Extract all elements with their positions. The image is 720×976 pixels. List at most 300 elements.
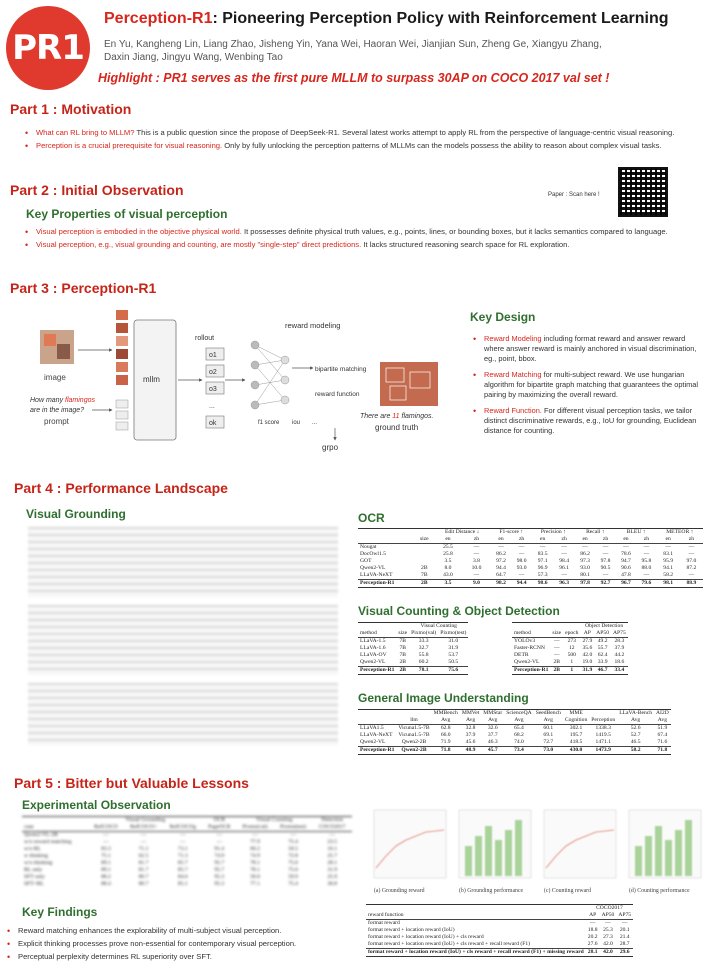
table-cell: 32.7: [418, 645, 429, 651]
rollout-output-label: o2: [209, 369, 217, 376]
authors-line2: Daxin Jiang, Jingyu Wang, Wenbing Tao: [104, 52, 283, 63]
table-cell: —: [621, 920, 628, 926]
table-cell: Qwen2-VL: [514, 659, 540, 665]
table-cell: —: [602, 572, 609, 578]
table-cell: [512, 623, 550, 631]
table-cell: w/o RL: [24, 846, 41, 852]
table-cell: —: [180, 839, 186, 845]
table-row: [512, 667, 628, 675]
table-cell: 45.7: [481, 747, 504, 755]
table-row: [358, 659, 468, 667]
table-cell: 50.5: [288, 846, 298, 852]
table-row: [366, 927, 633, 934]
table-cell: [550, 623, 563, 631]
table-cell: 12: [568, 645, 575, 651]
table-cell: LLaVA-NeXT: [360, 732, 393, 738]
table-cell: 7B: [399, 638, 406, 644]
table-cell: 8.0: [444, 565, 452, 571]
reward-modeling-label: reward modeling: [285, 321, 341, 330]
lesson-charts: [366, 806, 706, 898]
table-cell: 71.3: [177, 853, 188, 859]
table-cell: [415, 529, 434, 537]
table-cell: 10.0: [471, 565, 482, 571]
table-cell: 60.2: [418, 659, 429, 665]
table-cell: AP: [580, 630, 594, 638]
table-cell: 80.7: [138, 881, 149, 887]
table-cell: 33.4: [611, 667, 628, 675]
design-bullet-highlight: Reward Matching: [484, 370, 542, 379]
table-row: [358, 572, 703, 580]
table-cell: 95.3: [214, 881, 225, 887]
table-cell: 98.4: [559, 558, 570, 564]
table-cell: [358, 623, 396, 631]
table-cell: 18.6: [614, 659, 625, 665]
lesson-chart-2: [544, 810, 616, 878]
table-cell: 84.6: [177, 874, 188, 880]
table-cell: 28.1: [587, 949, 598, 955]
table-cell: 25.3: [603, 927, 613, 933]
table-row: [22, 867, 352, 874]
table-cell: F1-score ↑: [491, 529, 532, 537]
table-cell: 1473.9: [589, 747, 617, 755]
det-table: [512, 622, 628, 675]
table-cell: 79.6: [636, 580, 656, 588]
table-cell: 500: [567, 652, 576, 658]
table-cell: Qwen2-VL: [360, 659, 386, 665]
table-cell: 74.0: [514, 739, 524, 745]
table-cell: format reward + location reward (IoU): [368, 927, 455, 933]
table-cell: 95.8: [641, 558, 652, 564]
table-cell: 95.9: [663, 558, 674, 564]
table-cell: YOLOv3: [514, 638, 536, 644]
table-cell: 37.9: [465, 732, 476, 738]
table-cell: —: [518, 544, 525, 550]
table-cell: 69.1: [543, 732, 554, 738]
table-cell: GOT: [360, 558, 372, 564]
table-cell: 58.2: [617, 747, 654, 755]
table-cell: 45.6: [465, 739, 476, 745]
table-cell: —: [589, 920, 596, 926]
table-cell: Pixmo(test): [274, 824, 313, 832]
table-cell: 95.7: [214, 860, 225, 866]
ocr-table: [358, 528, 703, 588]
table-cell: 71.9: [440, 739, 451, 745]
ground-truth-text: There are 11 flamingos.: [360, 413, 434, 420]
table-cell: 96.7: [616, 580, 636, 588]
table-cell: [22, 817, 88, 825]
table-cell: Perception-R1: [514, 667, 549, 673]
finding-1: • Explicit thinking processes prove non-essential for contemporary visual perception.: [4, 939, 364, 949]
table-cell: 3.5: [434, 580, 463, 588]
table-cell: 94.4: [511, 580, 532, 588]
table-cell: 72.7: [543, 739, 554, 745]
table-row: [358, 536, 703, 544]
table-cell: Avg: [534, 717, 563, 725]
table-cell: —: [518, 551, 525, 557]
table-cell: LLaVA-Bench: [619, 710, 653, 716]
rollout-label: rollout: [195, 335, 215, 342]
table-cell: 88.4: [101, 881, 111, 887]
table-cell: 90.6: [621, 565, 631, 571]
table-row: [358, 544, 703, 552]
table-cell: AP: [586, 912, 600, 920]
table-cell: Avg: [617, 717, 654, 725]
table-cell: 97.8: [575, 580, 595, 588]
lesson-chart-3: [629, 810, 701, 878]
table-cell: 94.7: [621, 558, 631, 564]
table-cell: 62.5: [138, 853, 149, 859]
table-cell: —: [602, 551, 609, 557]
table-cell: reward function: [366, 912, 586, 920]
table-cell: —: [518, 572, 525, 578]
table-cell: Precision ↑: [532, 529, 575, 537]
part2-bullets: [22, 227, 682, 253]
ground-truth-label: ground truth: [375, 423, 419, 432]
table-cell: 273: [567, 638, 576, 644]
table-cell: [563, 623, 580, 631]
table-cell: 72.8: [288, 853, 298, 859]
table-row: [358, 638, 468, 646]
table-cell: Edit Distance ↓: [434, 529, 491, 537]
table-cell: LLaVA-1.6: [360, 645, 386, 651]
table-cell: format reward: [368, 920, 400, 926]
table-cell: 33.3: [418, 638, 429, 644]
table-cell: 31.9: [448, 645, 459, 651]
table-cell: 67.4: [657, 732, 668, 738]
table-cell: 302.1: [569, 725, 583, 731]
table-row: [512, 638, 628, 646]
table-cell: —: [252, 832, 258, 838]
table-cell: 60.2: [250, 846, 260, 852]
table-cell: [415, 551, 434, 558]
table-row: [358, 565, 703, 572]
part4-heading: Part 4 : Performance Landscape: [14, 480, 228, 496]
table-cell: en: [491, 536, 512, 544]
lesson-chart-caption: (c) Counting reward: [544, 888, 592, 894]
table-cell: —: [180, 832, 186, 838]
count-table: [358, 622, 468, 675]
text-tokens: [116, 400, 128, 430]
table-cell: Avg: [432, 717, 460, 725]
table-row: [358, 645, 468, 652]
table-cell: 71.8: [432, 747, 460, 755]
table-cell: 90.5: [600, 565, 611, 571]
table-cell: 85.1: [177, 881, 188, 887]
table-row: [366, 920, 633, 928]
table-cell: 16.1: [327, 846, 338, 852]
key-design-bullets: [470, 334, 700, 436]
table-cell: size: [415, 536, 434, 544]
table-cell: Qwen2-2B: [401, 739, 427, 745]
table-cell: 2B: [415, 580, 434, 588]
table-cell: 31.9: [582, 667, 593, 673]
table-cell: —: [688, 551, 695, 557]
rollout-output-label: o1: [209, 352, 217, 359]
table-cell: [358, 717, 396, 725]
table-cell: 28.3: [614, 638, 625, 644]
exp-table: [22, 816, 352, 888]
table-cell: 2B: [396, 667, 409, 675]
table-cell: —: [216, 832, 223, 838]
table-cell: w/o reward matching: [24, 839, 72, 845]
input-image: [40, 330, 74, 364]
table-row: [512, 630, 628, 638]
table-cell: 78.1: [250, 867, 260, 873]
table-cell: [415, 558, 434, 565]
table-row: [358, 725, 671, 733]
reward-table: [366, 904, 633, 957]
gen-table: [358, 709, 671, 755]
table-cell: 96.9: [537, 565, 548, 571]
table-cell: 65.4: [514, 725, 524, 731]
table-cell: 97.3: [580, 558, 590, 564]
highlight: Highlight : PR1 serves as the first pure MLLM to surpass 30AP on COCO 2017 val set !: [98, 71, 610, 85]
finding-2: • Perceptual perplexity determines RL superiority over SFT.: [4, 952, 364, 962]
lesson-chart-1: [459, 810, 531, 878]
ground-truth-image: [380, 362, 438, 406]
table-cell: 46.3: [487, 739, 498, 745]
table-cell: en: [532, 536, 553, 544]
rollout-output-label: ...: [209, 403, 215, 410]
table-cell: 88.2: [101, 874, 111, 880]
table-cell: 71.1: [138, 846, 149, 852]
design-bullet-highlight: Reward Modeling: [484, 334, 542, 343]
table-cell: 89.1: [101, 860, 111, 866]
table-cell: 87.2: [686, 565, 697, 571]
table-cell: —: [688, 572, 695, 578]
table-cell: w/o thinking: [24, 860, 53, 866]
table-cell: 51.9: [657, 725, 668, 731]
metric-iou: iou: [292, 420, 301, 426]
table-cell: [358, 529, 415, 537]
table-cell: 2B: [399, 659, 406, 665]
table-cell: —: [561, 551, 567, 557]
authors-line1: En Yu, Kangheng Lin, Liang Zhao, Jisheng Yin, Yana Wei, Haoran Wei, Jianjian Sun, Zheng Ge, Xiangyu Zhang,: [104, 39, 602, 50]
table-cell: —: [643, 572, 650, 578]
bipartite-graph: [251, 341, 289, 409]
table-cell: 64.7: [496, 572, 506, 578]
table-cell: 33.9: [597, 659, 608, 665]
table-cell: 75.6: [438, 667, 468, 675]
table-row: [22, 846, 352, 853]
table-cell: 96.3: [553, 580, 575, 588]
table-row: [358, 551, 703, 558]
table-cell: zh: [462, 536, 491, 544]
table-cell: 92.7: [595, 580, 615, 588]
table-cell: 86.2: [580, 551, 590, 557]
table-cell: 75.6: [288, 860, 298, 866]
table-cell: 7B: [421, 572, 428, 578]
table-cell: —: [553, 638, 560, 644]
table-cell: 43.0: [443, 572, 453, 578]
table-cell: Recall ↑: [575, 529, 616, 537]
table-cell: zh: [680, 536, 703, 544]
image-label: image: [44, 373, 66, 382]
table-cell: Qwen2-2B: [396, 747, 431, 755]
table-cell: Vicuna1.5-7B: [398, 732, 430, 738]
ocr-heading: OCR: [358, 511, 385, 525]
table-cell: 25.9: [327, 874, 338, 880]
table-cell: 44.2: [614, 652, 625, 658]
exp-heading: Experimental Observation: [22, 798, 171, 812]
table-cell: Visual Counting: [236, 817, 312, 825]
table-cell: 89.1: [101, 867, 111, 873]
table-cell: method: [512, 630, 550, 638]
table-row: [22, 817, 352, 825]
table-cell: Detection: [312, 817, 352, 825]
table-cell: —: [473, 572, 480, 578]
table-row: [358, 732, 671, 739]
table-cell: —: [643, 544, 650, 550]
table-cell: RefCOCOg: [163, 824, 202, 832]
table-cell: 7B: [399, 645, 406, 651]
table-cell: —: [665, 544, 671, 550]
table-cell: 78.6: [621, 551, 631, 557]
lesson-chart-caption: (a) Grounding reward: [374, 888, 425, 894]
poster-title: [104, 10, 669, 28]
lesson-chart-0: [374, 810, 446, 878]
table-cell: —: [140, 832, 147, 838]
table-cell: Visual Counting: [409, 623, 468, 631]
table-row: [358, 739, 671, 747]
table-cell: —: [602, 544, 609, 550]
table-cell: 52.6: [630, 725, 641, 731]
table-cell: 37.7: [487, 732, 498, 738]
prompt-label: prompt: [44, 417, 69, 426]
table-cell: 27.9: [582, 638, 593, 644]
table-cell: 86.2: [496, 551, 506, 557]
table-cell: 83.1: [663, 551, 674, 557]
pr1-logo: PR1: [6, 6, 90, 90]
lesson-chart-caption: (b) Grounding performance: [459, 888, 524, 894]
table-cell: Avg: [481, 717, 504, 725]
table-cell: Faster-RCNN: [514, 645, 545, 651]
table-cell: 60.1: [543, 725, 554, 731]
table-cell: 7B: [399, 652, 406, 658]
table-cell: 85.7: [177, 867, 188, 873]
table-cell: 97.8: [600, 558, 611, 564]
title-rest: : Pioneering Perception Policy with Reinforcement Learning: [212, 10, 669, 27]
table-cell: [589, 710, 617, 718]
table-cell: Pixmo(test): [440, 630, 467, 636]
table-cell: —: [553, 652, 560, 658]
table-cell: —: [498, 544, 504, 550]
table-cell: 2B: [421, 565, 428, 571]
table-cell: Pixmo(val): [411, 630, 437, 636]
qr-code[interactable]: [618, 167, 668, 217]
table-cell: 91.4: [214, 846, 225, 852]
paper-scan-label: Paper : Scan here !: [548, 192, 600, 198]
table-cell: 1419.5: [595, 732, 611, 738]
table-cell: 88.9: [680, 580, 703, 588]
table-cell: Perception-R1: [360, 667, 395, 673]
table-row: [358, 667, 468, 675]
table-cell: Perception-R1: [360, 747, 395, 753]
table-cell: 81.7: [138, 860, 149, 866]
prompt-question-1: How many flamingos: [30, 397, 95, 404]
table-cell: 1338.3: [595, 725, 611, 731]
table-cell: 88.0: [641, 565, 652, 571]
table-cell: ScienceQA: [506, 710, 532, 716]
table-cell: 23.5: [327, 839, 338, 845]
table-cell: 28.1: [327, 860, 338, 866]
design-bullet-0: • Reward Modeling including format reward and answer reward where answer reward is mainly anchored in visual discrimination, eg., point, bbox.: [470, 334, 700, 364]
table-cell: —: [688, 544, 695, 550]
table-cell: AP75: [613, 630, 626, 636]
table-cell: 46.7: [594, 667, 611, 675]
part2-heading: Part 2 : Initial Observation: [10, 182, 184, 198]
findings-list: [4, 926, 364, 965]
table-cell: DETR: [514, 652, 529, 658]
table-cell: Avg: [654, 717, 671, 725]
table-cell: w thinking: [24, 853, 49, 859]
table-cell: 77.1: [250, 881, 260, 887]
table-cell: —: [623, 544, 629, 550]
table-cell: [358, 536, 415, 544]
table-cell: RefCOCO: [88, 824, 124, 832]
table-cell: 50.5: [448, 659, 459, 665]
table-cell: LLaVA-NeXT: [360, 572, 393, 578]
table-cell: en: [616, 536, 636, 544]
part1-bullets: [22, 128, 682, 154]
table-cell: format reward + location reward (IoU) + cls reward: [368, 934, 484, 940]
part1-heading: Part 1 : Motivation: [10, 101, 132, 117]
table-cell: Visual Grounding: [88, 817, 202, 825]
table-cell: Qwen2-VL-2B: [24, 832, 58, 838]
table-cell: BLEU ↑: [616, 529, 657, 537]
table-row: [22, 853, 352, 860]
table-cell: 32.6: [487, 725, 498, 731]
table-cell: SFT only: [24, 874, 45, 880]
table-cell: —: [643, 551, 650, 557]
table-cell: 42.0: [582, 652, 593, 658]
findings-heading: Key Findings: [22, 905, 98, 919]
table-cell: epoch: [565, 630, 579, 636]
table-cell: format reward + location reward (IoU) + cls reward + recall reward (F1): [368, 941, 530, 947]
table-cell: 97.2: [496, 558, 506, 564]
table-row: [358, 623, 468, 631]
table-cell: 18.8: [587, 927, 598, 933]
table-cell: en: [434, 536, 463, 544]
table-cell: MME: [563, 710, 589, 718]
table-cell: —: [140, 839, 147, 845]
table-cell: AI2D: [656, 710, 669, 716]
bipartite-label: bipartite matching: [315, 366, 367, 373]
table-row: [366, 934, 633, 941]
table-cell: —: [561, 572, 567, 578]
table-cell: 53.7: [448, 652, 459, 658]
table-cell: DocOwl1.5: [360, 551, 386, 557]
table-row: [512, 623, 628, 631]
table-cell: 48.9: [460, 747, 481, 755]
table-cell: 75.4: [288, 881, 298, 887]
table-cell: RL only: [24, 867, 43, 873]
table-cell: 3.8: [472, 558, 480, 564]
table-cell: —: [290, 832, 296, 838]
table-row: [358, 630, 468, 638]
table-cell: 1: [563, 667, 580, 675]
reward-function-label: reward function: [315, 391, 360, 398]
table-cell: Qwen2-VL: [360, 739, 386, 745]
table-cell: —: [329, 832, 336, 838]
table-cell: 80.1: [580, 572, 590, 578]
vg-heading: Visual Grounding: [26, 507, 126, 521]
table-cell: 58.0: [250, 874, 260, 880]
table-cell: LLaVA-1.5: [360, 638, 386, 644]
observation-bullet-0: • Visual perception is embodied in the objective physical world. It possesses definite physical truth values, e.g., points, lines, or bounding boxes, but it lacks semantics compared to language.: [22, 227, 682, 237]
table-row: [512, 645, 628, 652]
table-cell: 27.3: [603, 934, 613, 940]
